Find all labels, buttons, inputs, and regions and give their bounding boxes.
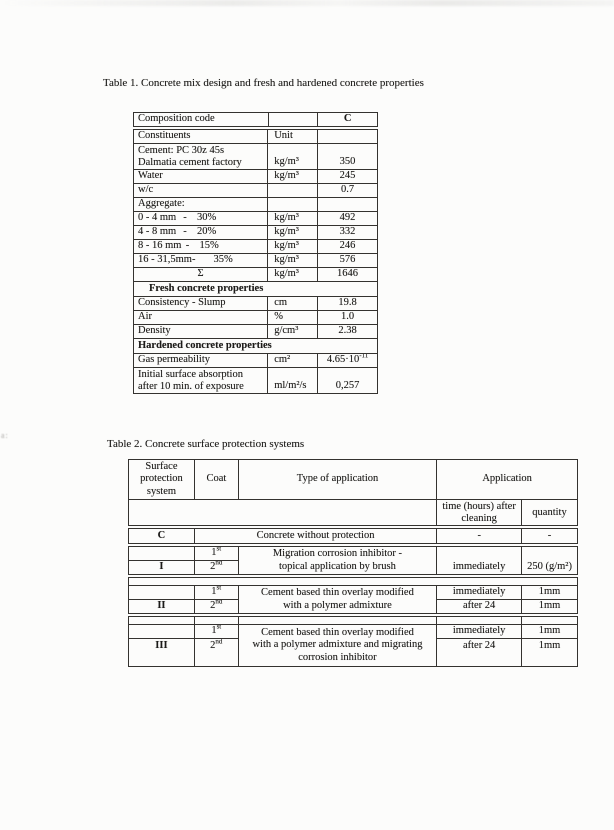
cell-value: 1.0 <box>318 311 378 325</box>
composition-code-cell: Composition code <box>134 113 269 127</box>
coat-cell <box>194 625 238 639</box>
cell-unit: % <box>268 311 318 325</box>
cell-value <box>318 198 378 212</box>
cell-label: Air <box>134 311 268 325</box>
cell-label: Consistency - Slump <box>134 297 268 311</box>
table-row <box>129 625 578 639</box>
table2-row-c-block <box>128 528 578 544</box>
table-row <box>134 184 378 198</box>
aggregate-fraction: 8 - 16 mm <box>138 240 182 252</box>
table-row <box>134 130 378 144</box>
coat-cell <box>194 547 238 561</box>
cell-value <box>318 130 378 144</box>
cell-unit: kg/m³ <box>268 226 318 240</box>
quantity-cell: 250 (g/m²) <box>522 547 578 575</box>
coat-ordinal: nd <box>215 638 223 646</box>
cell-value: 246 <box>318 240 378 254</box>
header-time: time (hours) after cleaning <box>437 500 522 526</box>
coat-ordinal: nd <box>215 599 223 606</box>
value-base: 4.65·10 <box>326 354 360 366</box>
coat-ordinal: st <box>216 546 222 553</box>
cell-unit: kg/m³ <box>268 144 318 170</box>
cell-value: 2.38 <box>318 325 378 339</box>
table-row <box>134 311 378 325</box>
header-type: Type of application <box>238 460 436 500</box>
time-cell: immediately <box>437 547 522 575</box>
cell-value: 1646 <box>318 268 378 282</box>
cell-unit: Unit <box>268 130 318 144</box>
table2-system-ii-block <box>128 577 578 614</box>
table-row <box>134 113 378 127</box>
coat-number: 2 <box>210 600 216 612</box>
label-line: Dalmatia cement factory <box>138 156 242 168</box>
cell-unit: kg/m³ <box>268 268 318 282</box>
type-cell <box>238 625 436 667</box>
composition-c-cell: C <box>318 113 378 127</box>
label-line: Initial surface absorption <box>138 368 243 380</box>
coat-number: 1 <box>211 586 217 598</box>
cell-value <box>318 354 378 368</box>
type-cell <box>238 547 436 575</box>
header-system: Surface protection system <box>129 460 195 500</box>
cell-label: Density <box>134 325 268 339</box>
table-row <box>134 254 378 268</box>
empty-cell <box>194 617 238 625</box>
table2-header-block <box>128 459 578 526</box>
type-cell <box>238 586 436 614</box>
cell-label: Constituents <box>134 130 268 144</box>
cell-unit: cm <box>268 297 318 311</box>
coat-number: 2 <box>210 640 216 651</box>
type-line: Migration corrosion inhibitor - <box>272 548 403 560</box>
empty-cell <box>129 625 195 639</box>
dash: - <box>185 240 190 252</box>
label-line: after 10 min. of exposure <box>138 380 244 392</box>
cell-value: 492 <box>318 212 378 226</box>
quantity-cell: 1mm <box>522 600 578 614</box>
scan-noise-top <box>0 0 614 6</box>
type-line: Cement based thin overlay modified <box>261 627 414 639</box>
time-cell: - <box>437 529 522 544</box>
value-exponent: -11 <box>359 353 369 360</box>
cell-unit: kg/m³ <box>268 170 318 184</box>
cell-unit: g/cm³ <box>268 325 318 339</box>
empty-cell <box>129 547 195 561</box>
table1-caption: Table 1. Concrete mix design and fresh and hardened concrete properties <box>103 77 424 89</box>
type-line: with a polymer admixture and migrating <box>252 639 423 651</box>
cell-label: Water <box>134 170 268 184</box>
aggregate-fraction: 16 - 31,5mm- <box>138 254 196 266</box>
table2-system-iii-block <box>128 616 578 667</box>
cell-label <box>134 212 268 226</box>
table-row <box>134 268 378 282</box>
aggregate-percent: 20% <box>197 226 217 238</box>
coat-number: 1 <box>211 547 217 559</box>
quantity-cell: - <box>522 529 578 544</box>
cell-unit: kg/m³ <box>268 212 318 226</box>
cell-label: w/c <box>134 184 268 198</box>
empty-cell <box>268 113 318 127</box>
cell-unit: kg/m³ <box>268 254 318 268</box>
spacer-row <box>129 578 578 586</box>
header-coat: Coat <box>194 460 238 500</box>
coat-cell <box>194 586 238 600</box>
system-c-cell: C <box>129 529 195 544</box>
cell-value: 350 <box>318 144 378 170</box>
cell-label: Aggregate: <box>134 198 268 212</box>
table2 <box>128 459 578 669</box>
type-line: corrosion inhibitor <box>298 651 377 663</box>
cell-label: Gas permeability <box>134 354 268 368</box>
aggregate-fraction: 0 - 4 mm <box>138 212 177 224</box>
spacer-row <box>129 617 578 625</box>
table1 <box>133 112 378 396</box>
table-row <box>134 212 378 226</box>
quantity-cell: 1mm <box>522 586 578 600</box>
cell-value: 245 <box>318 170 378 184</box>
cell-label <box>134 368 268 394</box>
cell-unit: cm² <box>268 354 318 368</box>
coat-ordinal: st <box>216 585 222 592</box>
empty-cell <box>129 586 195 600</box>
time-cell: after 24 <box>437 639 522 667</box>
table2-system-i-block <box>128 546 578 575</box>
empty-cell <box>129 617 195 625</box>
empty-cell <box>129 500 437 526</box>
cell-value: 0,257 <box>318 368 378 394</box>
section-row <box>134 339 378 354</box>
aggregate-fraction: 4 - 8 mm <box>138 226 177 238</box>
coat-cell <box>194 600 238 614</box>
section-row <box>134 282 378 297</box>
table-row <box>134 226 378 240</box>
cell-value: 0.7 <box>318 184 378 198</box>
cell-unit: kg/m³ <box>268 240 318 254</box>
aggregate-percent: 15% <box>199 240 219 252</box>
table2-caption: Table 2. Concrete surface protection systems <box>107 438 305 450</box>
system-cell: III <box>129 639 195 667</box>
table-row <box>134 325 378 339</box>
table-row <box>134 354 378 368</box>
cell-label <box>134 226 268 240</box>
empty-cell <box>437 617 522 625</box>
table-row <box>129 500 578 526</box>
header-application: Application <box>437 460 578 500</box>
dash: - <box>183 226 187 238</box>
cell-unit <box>268 198 318 212</box>
type-line: Cement based thin overlay modified <box>261 587 414 599</box>
cell-unit <box>268 184 318 198</box>
header-quantity: quantity <box>522 500 578 526</box>
table-row <box>134 240 378 254</box>
cell-value: 332 <box>318 226 378 240</box>
table-row <box>134 170 378 184</box>
empty-cell <box>238 617 436 625</box>
coat-cell <box>194 561 238 575</box>
cell-label <box>134 144 268 170</box>
quantity-cell: 1mm <box>522 625 578 639</box>
table1-header-block <box>133 112 378 127</box>
coat-number: 2 <box>210 561 216 573</box>
empty-cell <box>522 617 578 625</box>
sigma-cell: Σ <box>134 268 268 282</box>
quantity-cell: 1mm <box>522 639 578 667</box>
aggregate-percent: 35% <box>213 254 233 266</box>
type-line: topical application by brush <box>278 560 396 572</box>
cell-label <box>134 254 268 268</box>
dash: - <box>183 212 187 224</box>
table1-body-block <box>133 129 378 394</box>
time-cell: after 24 <box>437 600 522 614</box>
system-cell: I <box>129 561 195 575</box>
fresh-properties-section: Fresh concrete properties <box>134 282 378 297</box>
table-row <box>134 144 378 170</box>
cell-value: 576 <box>318 254 378 268</box>
type-cell: Concrete without protection <box>194 529 436 544</box>
coat-ordinal: nd <box>215 560 223 567</box>
label-line: Cement: PC 30z 45s <box>138 144 225 156</box>
coat-ordinal: st <box>216 624 222 631</box>
table-row <box>129 586 578 600</box>
table-row <box>129 547 578 561</box>
aggregate-percent: 30% <box>197 212 217 224</box>
table-row <box>129 460 578 500</box>
time-cell: immediately <box>437 586 522 600</box>
table-row <box>134 198 378 212</box>
cell-value: 19.8 <box>318 297 378 311</box>
type-line: with a polymer admixture <box>283 599 392 611</box>
scan-artifact: a: <box>1 431 9 440</box>
hardened-properties-section: Hardened concrete properties <box>134 339 378 354</box>
table-row <box>129 529 578 544</box>
empty-cell <box>129 578 578 586</box>
coat-cell <box>194 639 238 667</box>
coat-number: 1 <box>211 625 217 637</box>
table-row <box>134 368 378 394</box>
cell-unit: ml/m²/s <box>268 368 318 394</box>
time-cell: immediately <box>437 625 522 639</box>
system-cell: II <box>129 600 195 614</box>
cell-label <box>134 240 268 254</box>
table-row <box>134 297 378 311</box>
